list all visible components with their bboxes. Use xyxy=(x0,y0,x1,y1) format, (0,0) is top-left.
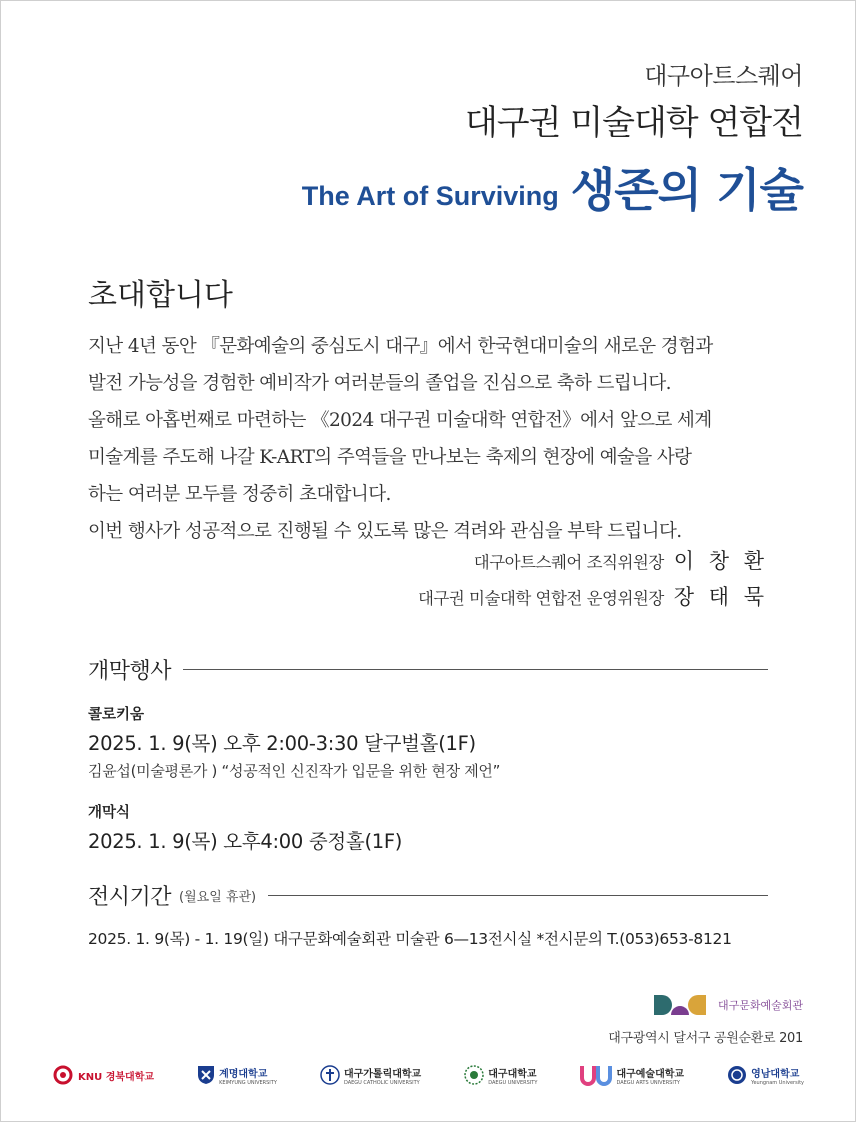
signature-line xyxy=(418,580,768,616)
signature-name: 이 창 환 xyxy=(673,549,768,573)
venue xyxy=(608,993,803,1046)
invitation-body xyxy=(88,328,778,550)
university-logo-yeungnam xyxy=(727,1065,804,1086)
opening-header xyxy=(88,654,768,685)
university-logos xyxy=(52,1064,804,1086)
ceremony-label: 개막식 xyxy=(88,805,131,821)
section-divider xyxy=(183,669,768,670)
signatures xyxy=(418,544,768,616)
colloquium-datetime: 2025. 1. 9(목) 오후 2:00-3:30 달구벌홀(1F) xyxy=(88,732,476,755)
signature-role: 대구아트스퀘어 조직위원장 xyxy=(473,553,664,572)
ceremony-datetime: 2025. 1. 9(목) 오후4:00 중정홀(1F) xyxy=(88,830,403,853)
signature-role: 대구권 미술대학 연합전 운영위원장 xyxy=(417,589,664,608)
yeungnam-seal-icon xyxy=(727,1065,747,1085)
catholic-seal-icon xyxy=(320,1065,340,1085)
university-name: 계명대학교 xyxy=(219,1068,268,1080)
invitation-line: 하는 여러분 모두를 정중히 초대합니다. xyxy=(88,484,391,505)
exhibition-theme xyxy=(302,154,803,220)
exhibition-section xyxy=(88,880,768,949)
keimyung-shield-icon xyxy=(197,1065,215,1085)
exhibition-details: 2025. 1. 9(목) - 1. 19(일) 대구문화예술회관 미술관 6—13전시실 *전시문의 T.(053)653-8121 xyxy=(88,930,732,948)
university-logo-catholic xyxy=(320,1065,421,1086)
invitation-line: 발전 가능성을 경험한 예비작가 여러분들의 졸업을 진심으로 축하 드립니다. xyxy=(88,373,671,394)
university-logo-daegu xyxy=(464,1065,537,1086)
theme-korean: 생존의 기술 xyxy=(570,163,803,217)
colloquium-label: 콜로키움 xyxy=(88,707,145,723)
exhibition-title: 대구권 미술대학 연합전 xyxy=(464,103,803,143)
invitation xyxy=(88,270,778,550)
university-name: 대구가톨릭대학교 xyxy=(343,1068,422,1080)
invitation-line: 미술계를 주도해 나갈 K-ART의 주역들을 만나보는 축제의 현장에 예술을 사랑 xyxy=(88,447,692,468)
closed-note: (월요일 휴관) xyxy=(179,890,257,905)
opening-section xyxy=(88,654,768,854)
university-logo-knu xyxy=(52,1065,154,1085)
daegu-seal-icon xyxy=(464,1065,484,1085)
exhibition-header xyxy=(88,880,768,911)
knu-emblem-icon xyxy=(52,1065,74,1085)
colloquium-speaker: 김윤섭(미술평론가 ) “성공적인 신진작가 입문을 위한 현장 제언” xyxy=(88,762,501,780)
invitation-line: 이번 행사가 성공적으로 진행될 수 있도록 많은 격려와 관심을 부탁 드립니다. xyxy=(88,521,682,542)
exhibition-period-title: 전시기간 xyxy=(88,885,172,910)
university-subname: KEIMYUNG UNIVERSITY xyxy=(219,1079,277,1086)
university-name: 대구예술대학교 xyxy=(616,1068,685,1080)
university-subname: DAEGU ARTS UNIVERSITY xyxy=(616,1079,680,1086)
opening-title: 개막행사 xyxy=(88,659,172,684)
organizer-name: 대구아트스퀘어 xyxy=(644,62,803,90)
university-name: 대구대학교 xyxy=(488,1068,537,1080)
arts-university-icon xyxy=(580,1064,612,1086)
invitation-line: 지난 4년 동안 『문화예술의 중심도시 대구』에서 한국현대미술의 새로운 경험과 xyxy=(88,336,713,357)
section-divider xyxy=(268,895,768,896)
signature-name: 장 태 묵 xyxy=(673,585,768,609)
university-subname: DAEGU UNIVERSITY xyxy=(488,1079,538,1086)
university-subname: DAEGU CATHOLIC UNIVERSITY xyxy=(343,1079,420,1086)
theme-english: The Art of Surviving xyxy=(301,181,559,211)
venue-name: 대구문화예술회관 xyxy=(717,999,803,1012)
university-logo-arts xyxy=(580,1064,684,1086)
university-name: 영남대학교 xyxy=(751,1068,800,1080)
signature-line xyxy=(418,544,768,580)
invitation-title: 초대합니다 xyxy=(88,278,233,313)
university-logo-keimyung xyxy=(197,1065,277,1086)
header xyxy=(302,56,803,220)
university-name: KNU 경북대학교 xyxy=(78,1071,155,1083)
invitation-line: 올해로 아홉번째로 마련하는 《2024 대구권 미술대학 연합전》에서 앞으로 세계 xyxy=(88,410,712,431)
university-subname: Yeungnam University xyxy=(751,1079,804,1086)
venue-logo-icon xyxy=(654,993,706,1017)
venue-address: 대구광역시 달서구 공원순환로 201 xyxy=(608,1031,803,1046)
venue-logo xyxy=(608,993,803,1017)
